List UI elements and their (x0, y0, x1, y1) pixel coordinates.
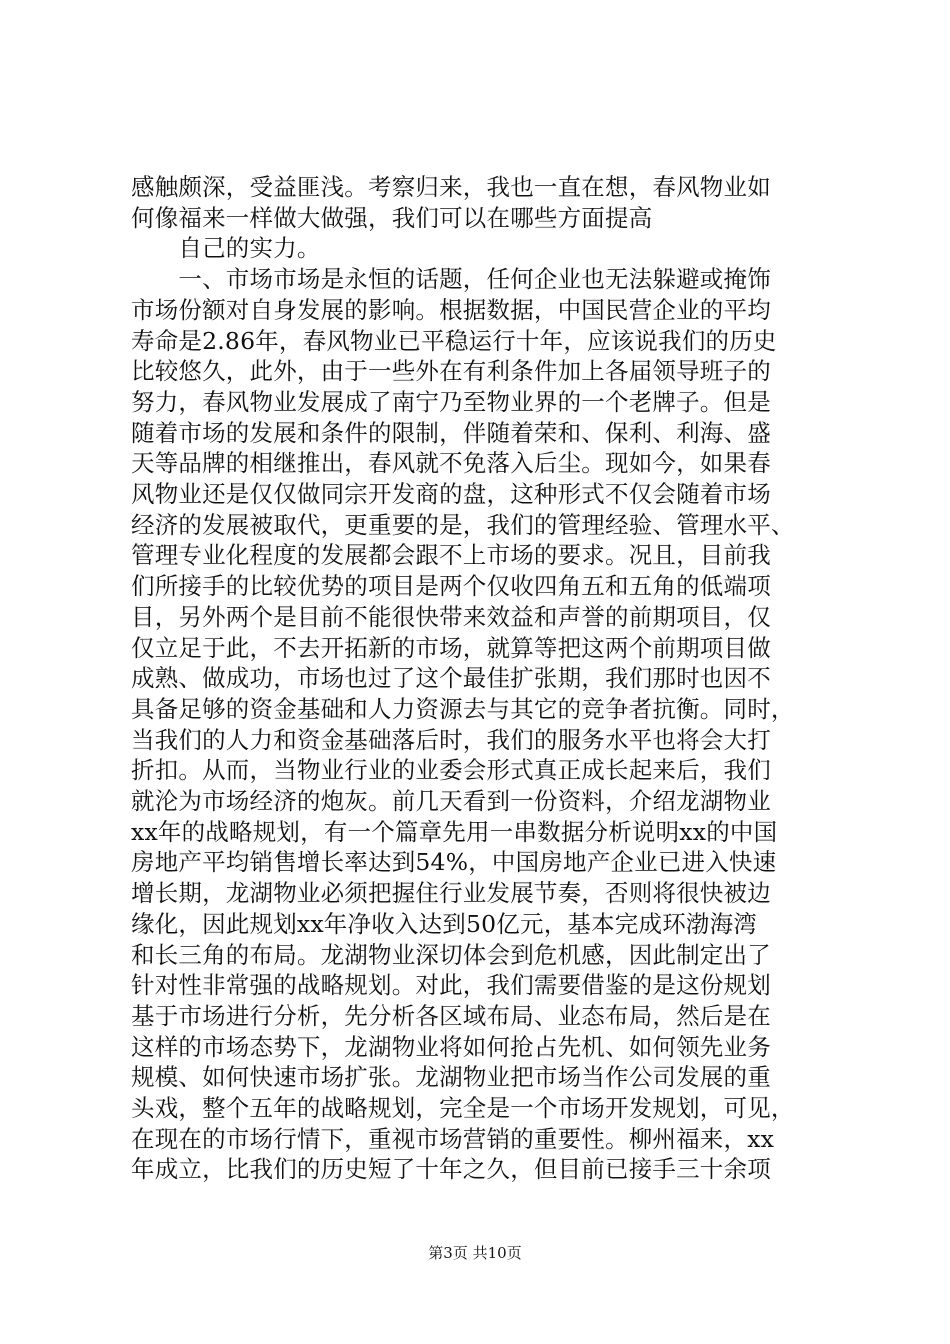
text-line: 在现在的市场行情下，重视市场营销的重要性。柳州福来，xx (131, 1124, 775, 1153)
text-line: 努力，春风物业发展成了南宁乃至物业界的一个老牌子。但是 (131, 387, 771, 416)
text-line: 风物业还是仅仅做同宗开发商的盘，这种形式不仅会随着市场 (131, 480, 771, 508)
text-line: 一、市场市场是永恒的话题，任何企业也无法躲避或掩饰 (131, 265, 771, 294)
text-line: 们所接手的比较优势的项目是两个仅收四角五和五角的低端项 (131, 572, 771, 601)
text-line: 当我们的人力和资金基础落后时，我们的服务水平也将会大打 (131, 725, 771, 754)
text-line: 折扣。从而，当物业行业的业委会形式真正成长起来后，我们 (131, 756, 771, 785)
text-line: 和长三角的布局。龙湖物业深切体会到危机感，因此制定出了 (131, 940, 771, 969)
text-line: 感触颇深，受益匪浅。考察归来，我也一直在想，春风物业如 (131, 173, 771, 201)
text-line: 缘化，因此规划xx年净收入达到50亿元，基本完成环渤海湾 (131, 909, 758, 938)
text-line: 这样的市场态势下，龙湖物业将如何抢占先机、如何领先业务 (131, 1032, 771, 1061)
text-line: 天等品牌的相继推出，春风就不免落入后尘。现如今，如果春 (131, 449, 771, 478)
text-line: 增长期，龙湖物业必须把握住行业发展节奏，否则将很快被边 (131, 879, 771, 908)
text-line: 房地产平均销售增长率达到54%，中国房地产企业已进入快速 (131, 848, 777, 877)
text-line: 就沦为市场经济的炮灰。前几天看到一份资料，介绍龙湖物业 (131, 787, 771, 815)
page-footer: 第3页 共10页 (428, 1244, 522, 1262)
text-line: 目，另外两个是目前不能很快带来效益和声誉的前期项目，仅 (131, 602, 771, 631)
text-line: 规模、如何快速市场扩张。龙湖物业把市场当作公司发展的重 (131, 1063, 771, 1092)
text-line: 比较悠久，此外，由于一些外在有利条件加上各届领导班子的 (131, 357, 771, 386)
text-line: 随着市场的发展和条件的限制，伴随着荣和、保利、利海、盛 (131, 418, 771, 447)
text-line: 寿命是2.86年，春风物业已平稳运行十年，应该说我们的历史 (131, 326, 777, 355)
text-line: 年成立，比我们的历史短了十年之久，但目前已接手三十余项 (131, 1155, 771, 1184)
text-line: xx年的战略规划，有一个篇章先用一串数据分析说明xx的中国 (131, 817, 778, 846)
text-line: 何像福来一样做大做强，我们可以在哪些方面提高 (131, 203, 653, 232)
text-line: 自己的实力。 (131, 234, 321, 263)
text-line: 仅立足于此，不去开拓新的市场，就算等把这两个前期项目做 (131, 633, 771, 662)
text-line: 具备足够的资金基础和人力资源去与其它的竞争者抗衡。同时， (131, 694, 795, 723)
text-line: 基于市场进行分析，先分析各区域布局、业态布局，然后是在 (131, 1001, 771, 1030)
text-line: 市场份额对自身发展的影响。根据数据，中国民营企业的平均 (131, 295, 771, 324)
text-line: 成熟、做成功，市场也过了这个最佳扩张期，我们那时也因不 (131, 664, 771, 693)
text-line: 头戏，整个五年的战略规划，完全是一个市场开发规划，可见， (131, 1094, 795, 1122)
text-line: 管理专业化程度的发展都会跟不上市场的要求。况且，目前我 (131, 541, 771, 570)
text-line: 经济的发展被取代，更重要的是，我们的管理经验、管理水平、 (131, 510, 795, 539)
text-line: 针对性非常强的战略规划。对此，我们需要借鉴的是这份规划 (131, 971, 771, 1000)
